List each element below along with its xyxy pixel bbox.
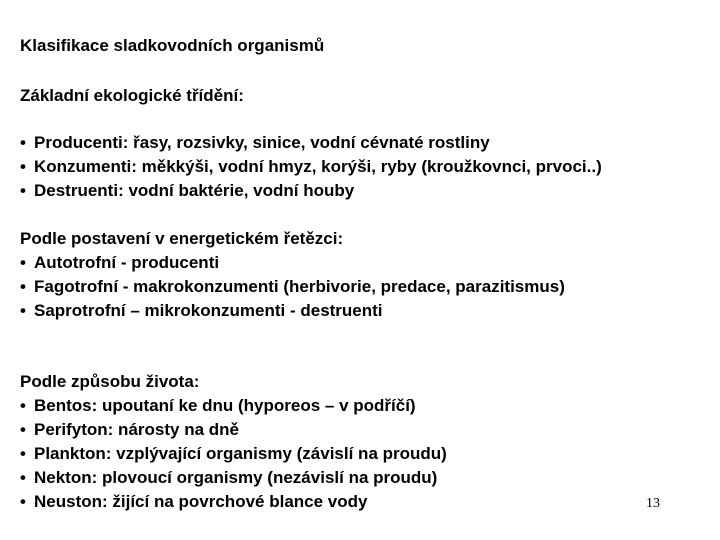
list-item-text: Producenti: řasy, rozsivky, sinice, vodní cévnaté rostliny	[34, 133, 490, 152]
bullet-icon: •	[20, 420, 26, 439]
list-item	[20, 396, 416, 416]
list-item	[20, 157, 602, 177]
bullet-icon: •	[20, 157, 26, 176]
list-item-text: Neuston: žijící na povrchové blance vody	[34, 492, 368, 511]
list-item	[20, 492, 367, 512]
bullet-icon: •	[20, 492, 26, 511]
list-item-text: Plankton: vzplývající organismy (závislí na proudu)	[34, 444, 447, 463]
list-item-text: Autotrofní - producenti	[34, 253, 220, 272]
list-item	[20, 444, 447, 464]
basic-heading: Základní ekologické třídění:	[20, 86, 244, 105]
list-item	[20, 181, 354, 201]
bullet-icon: •	[20, 396, 26, 415]
page-number: 13	[646, 496, 660, 511]
bullet-icon: •	[20, 277, 26, 296]
bullet-icon: •	[20, 181, 26, 200]
bullet-icon: •	[20, 444, 26, 463]
bullet-icon: •	[20, 253, 26, 272]
list-item	[20, 468, 437, 488]
bullet-icon: •	[20, 301, 26, 320]
slide-title: Klasifikace sladkovodních organismů	[20, 36, 325, 55]
list-item	[20, 253, 219, 273]
bullet-icon: •	[20, 468, 26, 487]
list-item	[20, 420, 239, 440]
list-item	[20, 301, 383, 321]
list-item-text: Nekton: plovoucí organismy (nezávislí na proudu)	[34, 468, 438, 487]
bullet-icon: •	[20, 133, 26, 152]
list-item-text: Saprotrofní – mikrokonzumenti - destruenti	[34, 301, 383, 320]
list-item-text: Perifyton: nárosty na dně	[34, 420, 239, 439]
energy-heading: Podle postavení v energetickém řetězci:	[20, 229, 344, 248]
list-item	[20, 277, 565, 297]
list-item-text: Destruenti: vodní baktérie, vodní houby	[34, 181, 355, 200]
list-item-text: Konzumenti: měkkýši, vodní hmyz, korýši, ryby (kroužkovnci, prvoci..)	[34, 157, 602, 176]
list-item	[20, 133, 490, 153]
list-item-text: Fagotrofní - makrokonzumenti (herbivorie, predace, parazitismus)	[34, 277, 565, 296]
list-item-text: Bentos: upoutaní ke dnu (hyporeos – v podříčí)	[34, 396, 416, 415]
lifestyle-heading: Podle způsobu života:	[20, 372, 200, 391]
